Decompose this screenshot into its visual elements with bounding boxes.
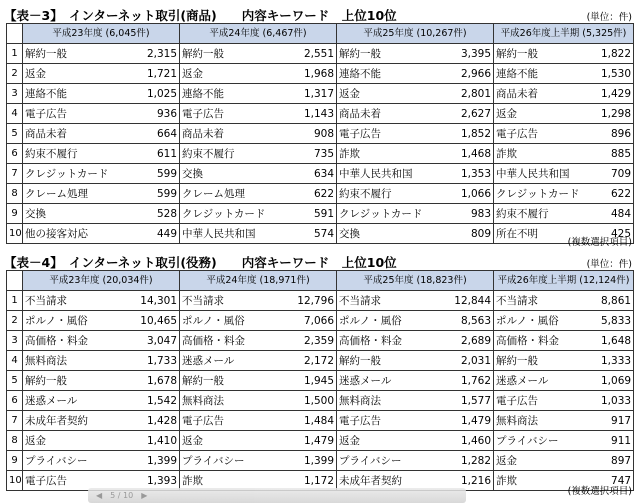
count-cell: 1,762 [449,371,494,391]
column-header: 平成23年度 (6,045件) [23,24,180,44]
keyword-cell: 解約一般 [180,371,292,391]
table-4 [6,270,634,491]
count-cell: 664 [135,124,180,144]
keyword-cell: 不当請求 [180,291,292,311]
table-row [7,224,634,244]
count-cell: 1,542 [135,391,180,411]
count-cell: 12,796 [292,291,337,311]
table-3-note: (複数選択項目) [567,237,632,248]
table-row [7,64,634,84]
table-row [7,311,634,331]
rank-cell: 5 [7,371,23,391]
count-cell: 1,216 [449,471,494,491]
table-row [7,104,634,124]
keyword-cell: 電子広告 [337,124,449,144]
column-header: 平成24年度 (18,971件) [180,271,337,291]
keyword-cell: 解約一般 [23,44,135,64]
keyword-cell: プライバシー [337,451,449,471]
keyword-cell: クレジットカード [23,164,135,184]
keyword-cell: 高価格・料金 [337,331,449,351]
page-indicator: 5 / 10 [110,491,134,500]
keyword-cell: 連絡不能 [494,64,595,84]
rank-cell: 5 [7,124,23,144]
count-cell: 1,428 [135,411,180,431]
keyword-cell: 詐欺 [337,144,449,164]
keyword-cell: 高価格・料金 [180,331,292,351]
count-cell: 528 [135,204,180,224]
table-row [7,371,634,391]
keyword-cell: 返金 [337,431,449,451]
table-3-unit: (単位：件) [586,12,632,23]
keyword-cell: 電子広告 [180,411,292,431]
count-cell: 2,966 [449,64,494,84]
keyword-cell: 解約一般 [337,44,449,64]
rank-cell: 1 [7,291,23,311]
count-cell: 10,465 [135,311,180,331]
keyword-cell: 未成年者契約 [337,471,449,491]
count-cell: 1,733 [135,351,180,371]
column-header: 平成26年度上半期 (5,325件) [494,24,634,44]
count-cell: 8,861 [595,291,634,311]
rank-cell: 3 [7,331,23,351]
column-header: 平成25年度 (10,267件) [337,24,494,44]
keyword-cell: 解約一般 [494,44,595,64]
count-cell: 2,689 [449,331,494,351]
table-4-unit: (単位：件) [586,259,632,270]
count-cell: 449 [135,224,180,244]
keyword-cell: 約束不履行 [23,144,135,164]
corner-cell [7,24,23,44]
keyword-cell: 迷惑メール [337,371,449,391]
rank-cell: 1 [7,44,23,64]
count-cell: 484 [595,204,634,224]
table-row [7,291,634,311]
count-cell: 599 [135,164,180,184]
count-cell: 1,484 [292,411,337,431]
keyword-cell: 無料商法 [23,351,135,371]
count-cell: 2,801 [449,84,494,104]
prev-page-icon[interactable]: ◀ [96,491,103,500]
count-cell: 1,460 [449,431,494,451]
keyword-cell: 約束不履行 [494,204,595,224]
count-cell: 1,025 [135,84,180,104]
viewer-toolbar[interactable] [88,488,466,503]
table-row [7,431,634,451]
count-cell: 1,530 [595,64,634,84]
count-cell: 12,844 [449,291,494,311]
keyword-cell: 電子広告 [337,411,449,431]
keyword-cell: 電子広告 [23,104,135,124]
count-cell: 735 [292,144,337,164]
keyword-cell: クレジットカード [180,204,292,224]
table-row [7,84,634,104]
count-cell: 2,359 [292,331,337,351]
keyword-cell: 不当請求 [337,291,449,311]
keyword-cell: プライバシー [23,451,135,471]
count-cell: 1,648 [595,331,634,351]
keyword-cell: 交換 [337,224,449,244]
keyword-cell: クレジットカード [494,184,595,204]
rank-cell: 7 [7,164,23,184]
keyword-cell: 連絡不能 [337,64,449,84]
rank-cell: 6 [7,144,23,164]
count-cell: 599 [135,184,180,204]
count-cell: 885 [595,144,634,164]
table-row [7,331,634,351]
keyword-cell: 不当請求 [494,291,595,311]
count-cell: 1,968 [292,64,337,84]
count-cell: 3,395 [449,44,494,64]
count-cell: 1,282 [449,451,494,471]
count-cell: 1,468 [449,144,494,164]
rank-cell: 4 [7,104,23,124]
keyword-cell: 返金 [337,84,449,104]
keyword-cell: 迷惑メール [180,351,292,371]
count-cell: 622 [595,184,634,204]
keyword-cell: 連絡不能 [180,84,292,104]
count-cell: 1,822 [595,44,634,64]
keyword-cell: 商品未着 [180,124,292,144]
rank-cell: 8 [7,184,23,204]
count-cell: 747 [595,471,634,491]
count-cell: 897 [595,451,634,471]
rank-cell: 10 [7,224,23,244]
count-cell: 1,353 [449,164,494,184]
count-cell: 1,721 [135,64,180,84]
table-row [7,391,634,411]
count-cell: 1,945 [292,371,337,391]
keyword-cell: ポルノ・風俗 [494,311,595,331]
keyword-cell: 高価格・料金 [494,331,595,351]
table-row [7,411,634,431]
count-cell: 591 [292,204,337,224]
keyword-cell: ポルノ・風俗 [180,311,292,331]
table-3 [6,23,634,244]
rank-cell: 9 [7,451,23,471]
count-cell: 1,410 [135,431,180,451]
count-cell: 1,429 [595,84,634,104]
keyword-cell: ポルノ・風俗 [23,311,135,331]
column-header: 平成26年度上半期 (12,124件) [494,271,634,291]
rank-cell: 7 [7,411,23,431]
count-cell: 2,031 [449,351,494,371]
keyword-cell: 未成年者契約 [23,411,135,431]
count-cell: 2,172 [292,351,337,371]
count-cell: 634 [292,164,337,184]
keyword-cell: クレーム処理 [23,184,135,204]
keyword-cell: 商品未着 [337,104,449,124]
keyword-cell: 詐欺 [494,471,595,491]
count-cell: 896 [595,124,634,144]
table-3-title: 【表－3】 インターネット取引(商品) 内容キーワード 上位10位 [4,8,397,23]
keyword-cell: 電子広告 [180,104,292,124]
rank-cell: 4 [7,351,23,371]
count-cell: 1,500 [292,391,337,411]
count-cell: 1,393 [135,471,180,491]
keyword-cell: 返金 [494,451,595,471]
count-cell: 8,563 [449,311,494,331]
count-cell: 1,066 [449,184,494,204]
count-cell: 908 [292,124,337,144]
count-cell: 1,479 [449,411,494,431]
count-cell: 917 [595,411,634,431]
count-cell: 911 [595,431,634,451]
count-cell: 1,298 [595,104,634,124]
count-cell: 936 [135,104,180,124]
keyword-cell: 詐欺 [494,144,595,164]
rank-cell: 3 [7,84,23,104]
keyword-cell: 返金 [494,104,595,124]
rank-cell: 9 [7,204,23,224]
count-cell: 7,066 [292,311,337,331]
column-header: 平成24年度 (6,467件) [180,24,337,44]
keyword-cell: 解約一般 [23,371,135,391]
keyword-cell: 迷惑メール [23,391,135,411]
rank-cell: 2 [7,311,23,331]
keyword-cell: 不当請求 [23,291,135,311]
count-cell: 14,301 [135,291,180,311]
keyword-cell: 約束不履行 [180,144,292,164]
column-header: 平成25年度 (18,823件) [337,271,494,291]
table-4-title: 【表－4】 インターネット取引(役務) 内容キーワード 上位10位 [4,255,397,270]
count-cell: 709 [595,164,634,184]
next-page-icon[interactable]: ▶ [141,491,148,500]
count-cell: 1,143 [292,104,337,124]
keyword-cell: 解約一般 [337,351,449,371]
keyword-cell: 電子広告 [494,391,595,411]
rank-cell: 6 [7,391,23,411]
keyword-cell: ポルノ・風俗 [337,311,449,331]
keyword-cell: 商品未着 [494,84,595,104]
table-row [7,351,634,371]
count-cell: 1,033 [595,391,634,411]
corner-cell [7,271,23,291]
count-cell: 1,172 [292,471,337,491]
table-4-note: (複数選択項目) [567,486,632,497]
keyword-cell: 商品未着 [23,124,135,144]
count-cell: 1,479 [292,431,337,451]
keyword-cell: 解約一般 [494,351,595,371]
table-row [7,164,634,184]
count-cell: 5,833 [595,311,634,331]
keyword-cell: 無料商法 [494,411,595,431]
count-cell: 2,315 [135,44,180,64]
rank-cell: 2 [7,64,23,84]
keyword-cell: 中華人民共和国 [494,164,595,184]
count-cell: 622 [292,184,337,204]
keyword-cell: 電子広告 [494,124,595,144]
count-cell: 1,317 [292,84,337,104]
keyword-cell: 解約一般 [180,44,292,64]
keyword-cell: 交換 [23,204,135,224]
keyword-cell: 迷惑メール [494,371,595,391]
keyword-cell: 詐欺 [180,471,292,491]
count-cell: 1,577 [449,391,494,411]
count-cell: 2,551 [292,44,337,64]
keyword-cell: プライバシー [494,431,595,451]
count-cell: 983 [449,204,494,224]
keyword-cell: 約束不履行 [337,184,449,204]
keyword-cell: 他の接客対応 [23,224,135,244]
table-row [7,144,634,164]
count-cell: 1,333 [595,351,634,371]
table-row [7,44,634,64]
table-row [7,184,634,204]
rank-cell: 8 [7,431,23,451]
count-cell: 1,852 [449,124,494,144]
keyword-cell: 高価格・料金 [23,331,135,351]
count-cell: 1,069 [595,371,634,391]
count-cell: 611 [135,144,180,164]
keyword-cell: 返金 [23,64,135,84]
count-cell: 574 [292,224,337,244]
table-row [7,204,634,224]
count-cell: 425 [595,224,634,244]
keyword-cell: 中華人民共和国 [180,224,292,244]
rank-cell: 10 [7,471,23,491]
count-cell: 809 [449,224,494,244]
keyword-cell: クレーム処理 [180,184,292,204]
count-cell: 1,678 [135,371,180,391]
keyword-cell: 連絡不能 [23,84,135,104]
keyword-cell: 返金 [180,64,292,84]
keyword-cell: クレジットカード [337,204,449,224]
keyword-cell: 無料商法 [337,391,449,411]
table-row [7,451,634,471]
keyword-cell: プライバシー [180,451,292,471]
table-row [7,124,634,144]
keyword-cell: 無料商法 [180,391,292,411]
keyword-cell: 返金 [23,431,135,451]
count-cell: 1,399 [292,451,337,471]
count-cell: 3,047 [135,331,180,351]
keyword-cell: 交換 [180,164,292,184]
count-cell: 2,627 [449,104,494,124]
keyword-cell: 返金 [180,431,292,451]
column-header: 平成23年度 (20,034件) [23,271,180,291]
keyword-cell: 所在不明 [494,224,595,244]
keyword-cell: 電子広告 [23,471,135,491]
count-cell: 1,399 [135,451,180,471]
keyword-cell: 中華人民共和国 [337,164,449,184]
